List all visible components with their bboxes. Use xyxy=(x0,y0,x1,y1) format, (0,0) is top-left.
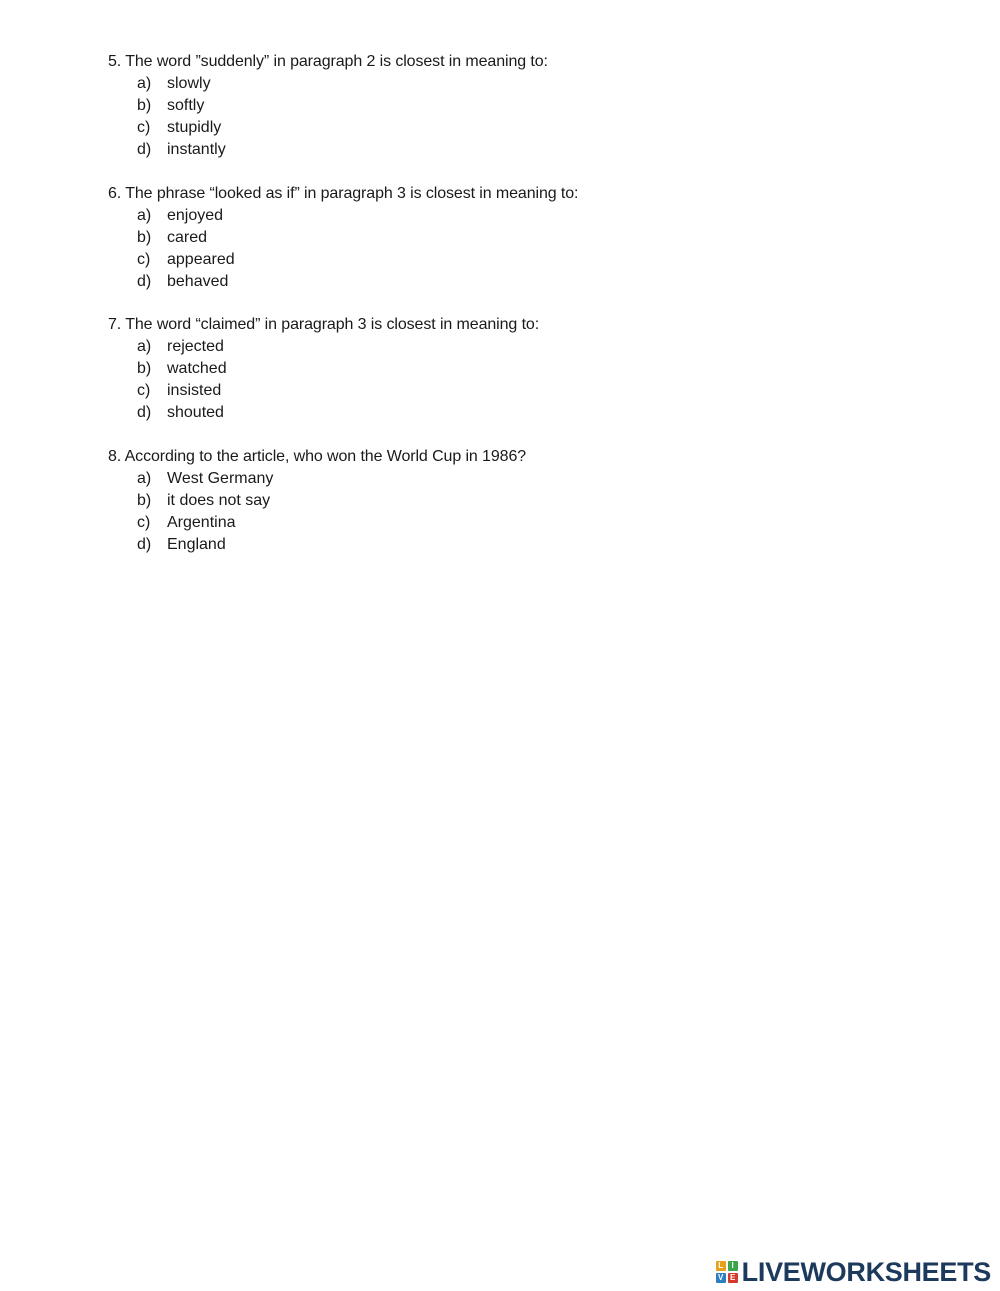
option-a xyxy=(108,336,808,358)
option-b xyxy=(108,95,808,117)
option-text: stupidly xyxy=(167,119,222,136)
question-7 xyxy=(108,314,808,424)
option-letter: d) xyxy=(137,273,152,290)
option-text: instantly xyxy=(167,141,226,158)
question-text: 6. The phrase “looked as if” in paragraph 3 is closest in meaning to: xyxy=(108,185,579,202)
option-a xyxy=(108,205,808,227)
option-list xyxy=(108,336,808,424)
option-text: watched xyxy=(167,360,227,377)
option-list xyxy=(108,205,808,293)
question-text: 7. The word “claimed” in paragraph 3 is closest in meaning to: xyxy=(108,316,540,333)
option-d xyxy=(108,271,808,293)
logo-tile-e: E xyxy=(728,1273,738,1283)
option-text: rejected xyxy=(167,338,224,355)
question-8 xyxy=(108,446,808,556)
option-a xyxy=(108,73,808,95)
liveworksheets-logo-icon xyxy=(716,1261,738,1283)
option-b xyxy=(108,227,808,249)
option-c xyxy=(108,512,808,534)
option-text: cared xyxy=(167,229,208,246)
option-letter: a) xyxy=(137,338,152,355)
option-letter: c) xyxy=(137,514,151,531)
option-letter: b) xyxy=(137,492,152,509)
option-letter: a) xyxy=(137,207,152,224)
option-text: insisted xyxy=(167,382,222,399)
brand-name: LIVEWORKSHEETS xyxy=(741,1257,991,1287)
question-text: 5. The word ”suddenly” in paragraph 2 is closest in meaning to: xyxy=(108,53,548,70)
option-letter: c) xyxy=(137,382,151,399)
option-text: shouted xyxy=(167,404,224,421)
option-text: enjoyed xyxy=(167,207,224,224)
question-6 xyxy=(108,183,808,293)
option-letter: b) xyxy=(137,229,152,246)
question-text: 8. According to the article, who won the World Cup in 1986? xyxy=(108,448,527,465)
option-letter: d) xyxy=(137,404,152,421)
option-text: slowly xyxy=(167,75,211,92)
option-text: behaved xyxy=(167,273,229,290)
option-text: appeared xyxy=(167,251,235,268)
option-letter: c) xyxy=(137,251,151,268)
option-c xyxy=(108,249,808,271)
logo-tile-v: V xyxy=(716,1273,726,1283)
option-letter: a) xyxy=(137,75,152,92)
option-d xyxy=(108,139,808,161)
option-d xyxy=(108,534,808,556)
option-d xyxy=(108,402,808,424)
logo-tile-i: I xyxy=(728,1261,738,1271)
option-b xyxy=(108,490,808,512)
option-text: softly xyxy=(167,97,205,114)
option-letter: c) xyxy=(137,119,151,136)
option-text: Argentina xyxy=(167,514,236,531)
option-letter: b) xyxy=(137,97,152,114)
option-letter: d) xyxy=(137,536,152,553)
option-a xyxy=(108,468,808,490)
option-list xyxy=(108,468,808,556)
option-letter: a) xyxy=(137,470,152,487)
liveworksheets-brand[interactable] xyxy=(716,1254,991,1290)
option-c xyxy=(108,380,808,402)
option-letter: d) xyxy=(137,141,152,158)
logo-tile-l: L xyxy=(716,1261,726,1271)
question-5 xyxy=(108,51,808,161)
option-letter: b) xyxy=(137,360,152,377)
option-c xyxy=(108,117,808,139)
option-b xyxy=(108,358,808,380)
option-text: it does not say xyxy=(167,492,271,509)
option-text: West Germany xyxy=(167,470,274,487)
option-list xyxy=(108,73,808,161)
option-text: England xyxy=(167,536,226,553)
